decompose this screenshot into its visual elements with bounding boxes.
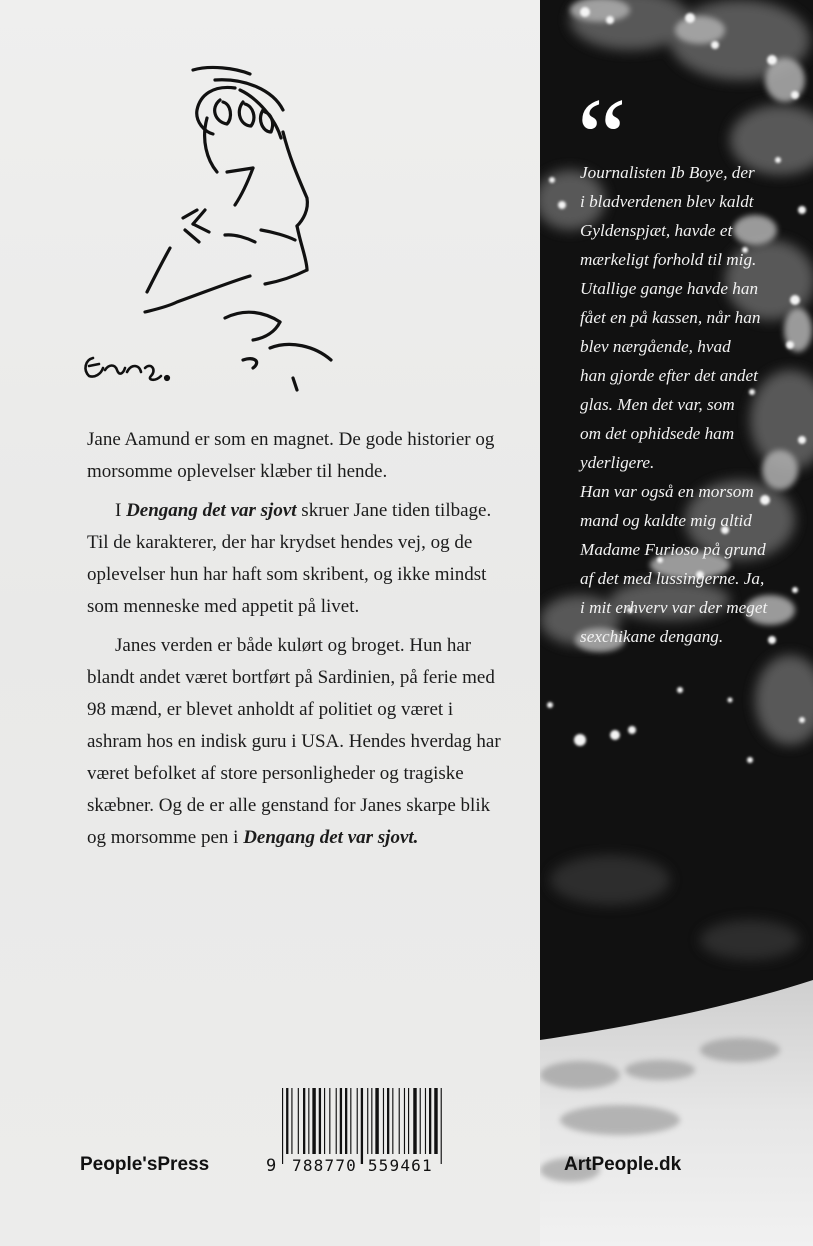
quote-line: Gyldenspjæt, havde et (580, 221, 733, 240)
blurb-paragraph-1: Jane Aamund er som en magnet. De gode historier og morsomme oplevelser klæber til hende. (87, 429, 495, 482)
barcode-bar (350, 1088, 351, 1154)
quote-line: yderligere. (580, 453, 655, 472)
pull-quote (580, 158, 805, 651)
barcode-bar (425, 1088, 426, 1154)
quote-line: om det ophidsede ham (580, 424, 735, 443)
blurb-p2-intro: I (115, 500, 127, 521)
quote-line: i bladverdenen blev kaldt (580, 192, 754, 211)
artist-signature (86, 358, 169, 380)
quote-line: af det med lussingerne. Ja, (580, 569, 765, 588)
quote-open-mark: “ (577, 76, 627, 200)
barcode-bar (286, 1088, 288, 1154)
quote-line: glas. Men det var, som (580, 395, 735, 414)
back-cover-blurb (87, 424, 507, 854)
barcode-bar (420, 1088, 421, 1154)
author-portrait-sketch (75, 60, 345, 395)
barcode-bar (392, 1088, 393, 1154)
barcode-bar (404, 1088, 405, 1154)
barcode-bar (371, 1088, 372, 1154)
barcode-bar (361, 1088, 363, 1164)
barcode-bar (413, 1088, 416, 1154)
quote-line: Han var også en morsom (580, 482, 754, 501)
quote-line: Madame Furioso på grund (580, 540, 766, 559)
quote-line: sexchikane dengang. (580, 627, 724, 646)
barcode-bar (408, 1088, 409, 1154)
barcode-bar (329, 1088, 330, 1154)
website-logo: ArtPeople.dk (564, 1154, 682, 1175)
quote-line: han gjorde efter det andet (580, 366, 758, 385)
barcode-bar (434, 1088, 437, 1154)
barcode-bar (303, 1088, 305, 1154)
quote-line: mærkeligt forhold til mig. (580, 250, 757, 269)
barcode-bar (336, 1088, 337, 1154)
barcode-bar (383, 1088, 384, 1154)
publisher-logo: People'sPress (80, 1154, 210, 1175)
barcode-bar (429, 1088, 431, 1154)
barcode-bar (319, 1088, 321, 1154)
isbn-digits: 788770 559461 (292, 1156, 433, 1175)
isbn-first-digit: 9 (266, 1156, 277, 1176)
barcode-bar (367, 1088, 368, 1154)
quote-line: blev nærgående, hvad (580, 337, 731, 356)
isbn-barcode (262, 1088, 462, 1192)
barcode-bar (291, 1088, 292, 1154)
barcode-bar (441, 1088, 442, 1164)
barcode-bar (312, 1088, 315, 1154)
barcode-bar (340, 1088, 342, 1154)
barcode-bar (387, 1088, 389, 1154)
barcode-bar (324, 1088, 325, 1154)
blurb-p2-body: skruer Jane tiden tilbage. Til de karakterer, der har krydset hendes vej, og de oplevelser hun har haft som skribent, og ikke mindst som menneske med appetit på livet. (87, 500, 492, 617)
barcode-bar (345, 1088, 347, 1154)
barcode-bar (298, 1088, 299, 1154)
blurb-p3-body: Janes verden er både kulørt og broget. Hun har blandt andet været bortført på Sardinien, på ferie med 98 mænd, er blevet anholdt af politiet og været i ashram hos en indisk guru i USA. Hendes hverdag har været befolket af store personligheder og tragiske skæbner. Og de er alle genstand for Janes skarpe blik og morsomme pen i (87, 635, 501, 848)
quote-line: fået en på kassen, når han (580, 308, 761, 327)
book-title-reference: Dengang det var sjovt (126, 500, 297, 521)
barcode-bar (308, 1088, 309, 1154)
quote-line: Journalisten Ib Boye, der (580, 163, 755, 182)
barcode-bar (399, 1088, 400, 1154)
quote-line: mand og kaldte mig altid (580, 511, 752, 530)
blurb-paragraph-3 (87, 630, 507, 854)
quote-line: Utallige gange havde han (580, 279, 759, 298)
quote-line: i mit erhverv var der meget (580, 598, 768, 617)
book-title-reference-end: Dengang det var sjovt. (243, 827, 419, 848)
barcode-bar (375, 1088, 378, 1154)
blurb-paragraph-2 (87, 495, 507, 623)
barcode-bar (282, 1088, 283, 1164)
barcode-bar (357, 1088, 358, 1154)
